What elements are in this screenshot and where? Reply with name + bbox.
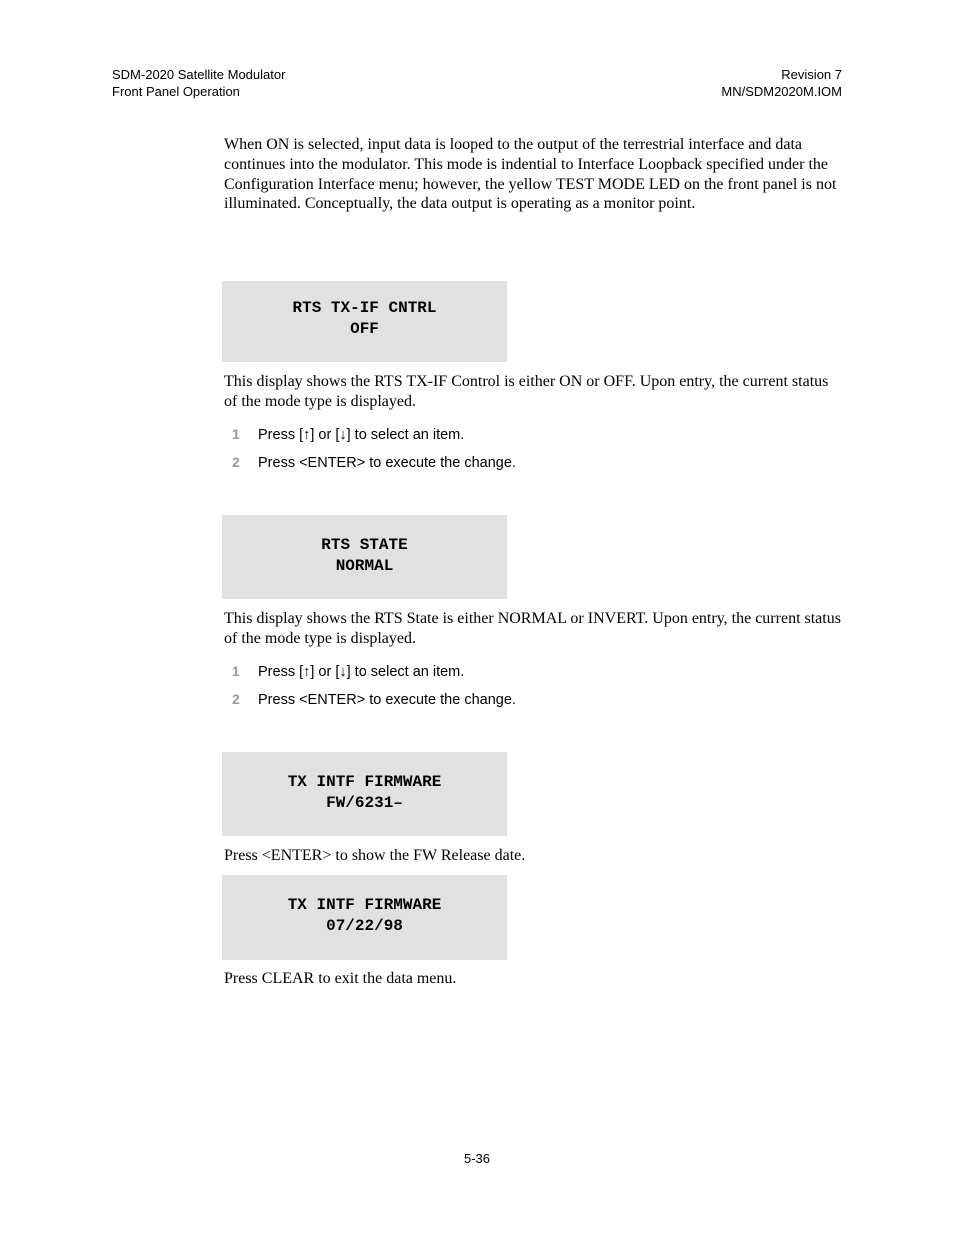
intro-paragraph: When ON is selected, input data is looped to the output of the terrestrial interface and data continues into the modulator. This mode is indential to Interface Loopback specified under the Configuration Interface menu; however, the yellow TEST MODE LED on the front panel is not illuminated. Conceptually, the data output is operating as a monitor point.: [224, 136, 837, 213]
lcd-line-1: TX INTF FIRMWARE: [287, 773, 442, 791]
header-product: SDM-2020 Satellite Modulator: [112, 67, 286, 82]
lcd-line-1: RTS TX-IF CNTRL: [292, 299, 437, 317]
step-text: Press [↑] or [↓] to select an item.: [258, 664, 465, 680]
lcd-line-2: FW/6231–: [326, 794, 403, 812]
running-header-left: [112, 67, 285, 100]
tx-firmware-date-note: Press CLEAR to exit the data menu.: [224, 970, 457, 987]
lcd-line-1: RTS STATE: [321, 536, 408, 554]
step-item: [232, 453, 516, 472]
step-number: 2: [232, 691, 240, 707]
step-text: Press [↑] or [↓] to select an item.: [258, 427, 465, 443]
lcd-display-tx-firmware: [222, 752, 507, 836]
step-item: [232, 662, 464, 681]
header-section: Front Panel Operation: [112, 83, 240, 99]
step-item: [232, 690, 516, 709]
lcd-line-2: NORMAL: [335, 557, 394, 575]
lcd-line-1: TX INTF FIRMWARE: [287, 896, 442, 914]
tx-firmware-note: Press <ENTER> to show the FW Release date.: [224, 847, 526, 864]
rts-txif-description: This display shows the RTS TX-IF Control is either ON or OFF. Upon entry, the current status of the mode type is displayed.: [224, 373, 829, 410]
step-text: Press <ENTER> to execute the change.: [258, 692, 516, 708]
page-number: 5-36: [463, 1151, 491, 1166]
lcd-line-2: 07/22/98: [326, 917, 403, 935]
step-number: 1: [232, 663, 240, 679]
step-number: 2: [232, 454, 240, 470]
lcd-line-2: OFF: [350, 320, 379, 338]
header-doc-number: MN/SDM2020M.IOM: [721, 83, 842, 99]
header-revision: Revision 7: [781, 67, 842, 82]
step-number: 1: [232, 426, 240, 442]
step-item: [232, 425, 464, 444]
lcd-display-tx-firmware-date: [222, 875, 507, 960]
lcd-display-rts-state: [222, 515, 507, 599]
running-header-right: [721, 67, 842, 100]
lcd-display-rts-txif: [222, 281, 507, 362]
step-text: Press <ENTER> to execute the change.: [258, 455, 516, 471]
rts-state-description: This display shows the RTS State is either NORMAL or INVERT. Upon entry, the current status of the mode type is displayed.: [224, 610, 841, 647]
